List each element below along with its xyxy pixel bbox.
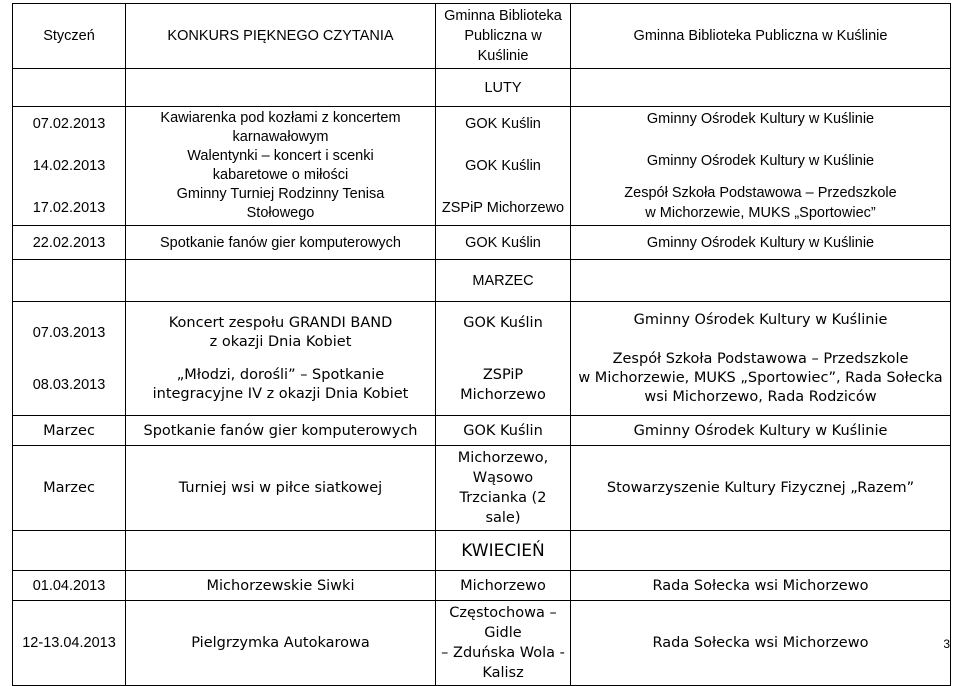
event-line: Stołowego	[246, 205, 315, 221]
organizer: Gminny Ośrodek Kultury w Kuślinie	[571, 226, 951, 260]
place: GOK Kuślin	[465, 116, 541, 132]
organizer: Stowarzyszenie Kultury Fizycznej „Razem”	[571, 446, 951, 531]
place: GOK Kuślin	[465, 158, 541, 174]
place: ZSPiP Michorzewo	[441, 200, 565, 216]
table-row	[13, 601, 951, 686]
header-organizer: Gminna Biblioteka Publiczna w Kuślinie	[571, 4, 951, 69]
organizer: Gminny Ośrodek Kultury w Kuślinie	[646, 153, 875, 169]
month-title-row	[13, 69, 951, 107]
organizer: w Michorzewie, MUKS „Sportowiec”	[645, 205, 876, 221]
table-row	[13, 416, 951, 446]
place: GOK Kuślin	[463, 314, 543, 331]
table-row	[13, 446, 951, 531]
month-title-row	[13, 260, 951, 302]
month-title-row	[13, 531, 951, 571]
event-line: integracyjne IV z okazji Dnia Kobiet	[152, 385, 409, 402]
organizer: Rada Sołecka wsi Michorzewo	[571, 571, 951, 601]
header-row	[13, 4, 951, 69]
place-line: Trzcianka (2 sale)	[459, 490, 547, 526]
place-line: Wąsowo	[472, 470, 534, 486]
organizer: Zespół Szkoła Podstawowa – Przedszkole	[624, 185, 897, 201]
organizer: w Michorzewie, MUKS „Sportowiec”, Rada Sołecka	[578, 369, 943, 386]
month-title-kwiecien: KWIECIEŃ	[436, 531, 571, 571]
place-cell	[436, 446, 571, 531]
event-cell	[126, 302, 436, 416]
place-cell	[436, 107, 571, 226]
date-cell	[13, 302, 126, 416]
place: GOK Kuślin	[436, 416, 571, 446]
organizer: wsi Michorzewo, Rada Rodziców	[644, 388, 877, 405]
organizer: Gminny Ośrodek Kultury w Kuślinie	[646, 111, 875, 127]
event-line: karnawałowym	[232, 129, 329, 145]
header-place-line: Publiczna w Kuślinie	[464, 28, 542, 64]
date: Marzec	[13, 446, 126, 531]
place: Michorzewo	[436, 571, 571, 601]
table-row	[13, 226, 951, 260]
event: Spotkanie fanów gier komputerowych	[126, 226, 436, 260]
organizer: Rada Sołecka wsi Michorzewo	[571, 601, 951, 686]
date: 12-13.04.2013	[13, 601, 126, 686]
table-row	[13, 571, 951, 601]
header-month: Styczeń	[13, 4, 126, 69]
place-line: Michorzewo,	[457, 450, 549, 466]
header-event: KONKURS PIĘKNEGO CZYTANIA	[126, 4, 436, 69]
place-line: Częstochowa – Gidle	[449, 605, 557, 641]
place-cell	[436, 601, 571, 686]
event-cell	[126, 107, 436, 226]
event-line: Koncert zespołu GRANDI BAND	[168, 314, 393, 331]
date: Marzec	[13, 416, 126, 446]
date: 07.02.2013	[32, 116, 106, 132]
place-cell	[436, 302, 571, 416]
event-line: kabaretowe o miłości	[212, 167, 349, 183]
date: 08.03.2013	[32, 376, 106, 393]
date: 17.02.2013	[32, 200, 106, 216]
schedule-table	[12, 3, 951, 686]
event: Michorzewskie Siwki	[126, 571, 436, 601]
table-row	[13, 107, 951, 226]
date-cell	[13, 107, 126, 226]
table-row	[13, 302, 951, 416]
place-line: Kalisz	[482, 665, 524, 681]
date: 22.02.2013	[13, 226, 126, 260]
month-title-luty: LUTY	[436, 69, 571, 107]
event-line: „Młodzi, dorośli” – Spotkanie	[176, 366, 385, 383]
date: 14.02.2013	[32, 158, 106, 174]
event-line: Walentynki – koncert i scenki	[187, 148, 374, 164]
event-line: Kawiarenka pod kozłami z koncertem	[160, 110, 401, 126]
event-line: z okazji Dnia Kobiet	[209, 333, 352, 350]
organizer-cell	[571, 107, 951, 226]
event: Pielgrzymka Autokarowa	[126, 601, 436, 686]
organizer-cell	[571, 302, 951, 416]
organizer: Gminny Ośrodek Kultury w Kuślinie	[633, 311, 888, 328]
event: Turniej wsi w piłce siatkowej	[126, 446, 436, 531]
place: ZSPiP Michorzewo	[460, 366, 546, 403]
header-place-line: Gminna Biblioteka	[444, 8, 562, 24]
place-line: – Zduńska Wola -	[441, 645, 565, 661]
organizer: Gminny Ośrodek Kultury w Kuślinie	[571, 416, 951, 446]
month-title-marzec: MARZEC	[436, 260, 571, 302]
organizer: Zespół Szkoła Podstawowa – Przedszkole	[612, 350, 909, 367]
page-number: 3	[943, 637, 950, 651]
date: 01.04.2013	[13, 571, 126, 601]
date: 07.03.2013	[32, 324, 106, 341]
event: Spotkanie fanów gier komputerowych	[126, 416, 436, 446]
place: GOK Kuślin	[436, 226, 571, 260]
header-place	[436, 4, 571, 69]
event-line: Gminny Turniej Rodzinny Tenisa	[176, 186, 385, 202]
